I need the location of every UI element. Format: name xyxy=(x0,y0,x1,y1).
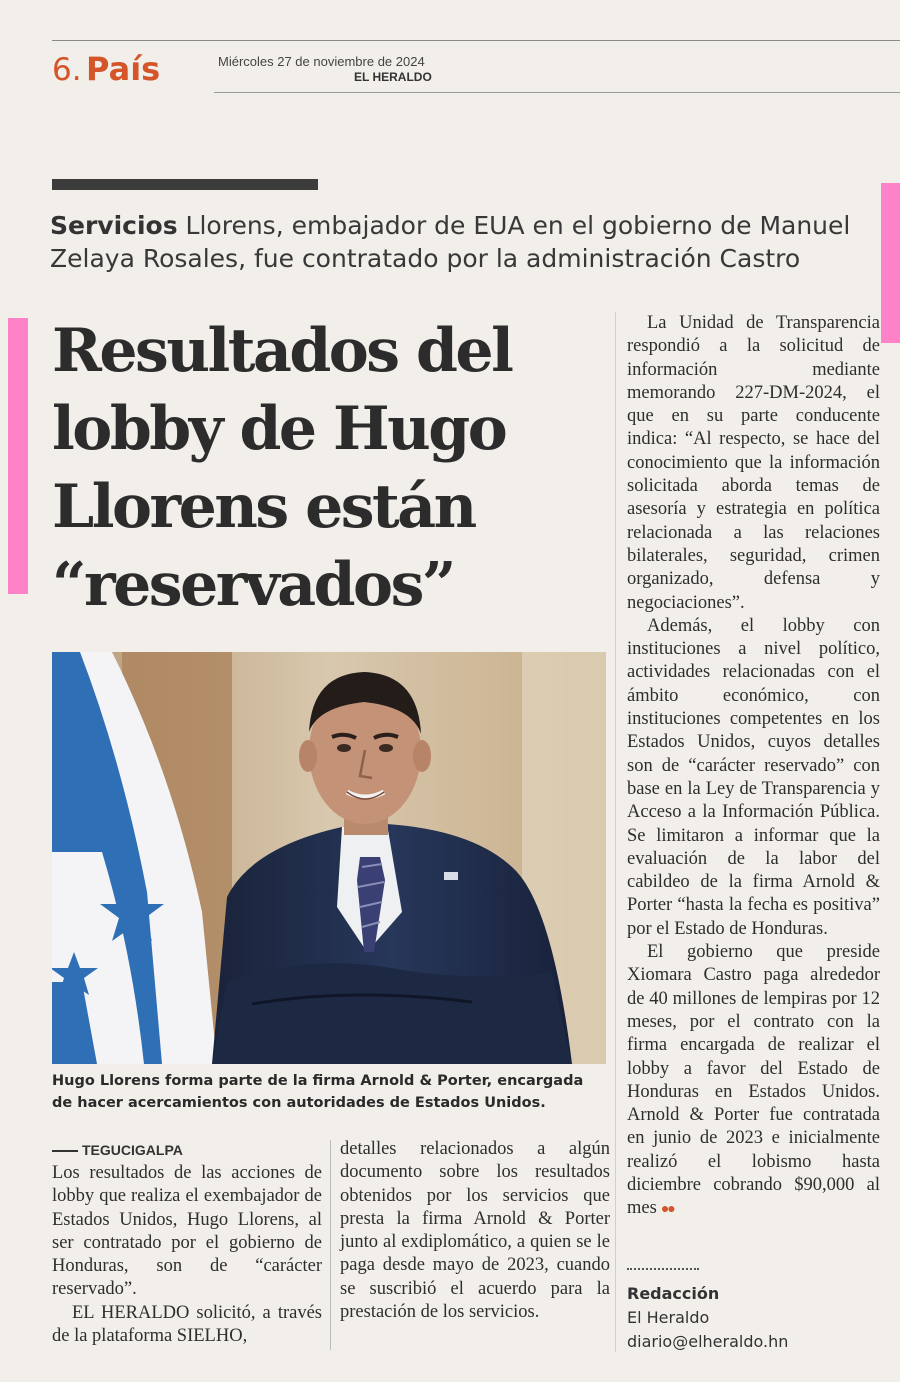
column-rule xyxy=(615,312,616,1352)
issue-date: Miércoles 27 de noviembre de 2024 xyxy=(218,54,425,69)
dateline xyxy=(52,1142,183,1158)
headline-line: Resultados del xyxy=(52,316,512,386)
paragraph: Los resultados de las acciones de lobby que realiza el exembajador de Estados Unidos, Hugo Llorens, al ser contratado por el gobierno de Honduras, son de “carácter reservado”. xyxy=(52,1163,322,1300)
end-mark: ●● xyxy=(660,1202,674,1218)
byline-outlet: El Heraldo xyxy=(627,1308,710,1327)
dateline-text: TEGUCIGALPA xyxy=(82,1142,183,1158)
headline-line: Llorens están xyxy=(52,472,475,542)
kicker-bar xyxy=(52,179,318,190)
paragraph: detalles relacionados a algún documento sobre los resultados obtenidos por los servicios que presta la firma Arnold & Porter junto al exdiplomático, a quien se le paga desde mayo de 2023, cuando se suscribió el acuerdo para la prestación de los servicios. xyxy=(340,1139,610,1323)
page-number: 6. xyxy=(52,52,82,88)
portrait-illustration xyxy=(52,652,606,1064)
article-column-2 xyxy=(340,1138,610,1324)
paragraph xyxy=(627,941,880,1222)
headline-line: “reservados” xyxy=(52,550,454,620)
section-name: País xyxy=(86,50,161,88)
photo-caption: Hugo Llorens forma parte de la firma Arnold & Porter, encargada de hacer acercamientos con autoridades de Estados Unidos. xyxy=(52,1073,584,1111)
paragraph: La Unidad de Transparencia respondió a la solicitud de información mediante memorando 227-DM-2024, el que en su parte conducente indica: “Al respecto, se hace del conocimiento que la información solicitada aborda temas de asesoría y estrategia en política relacionada a las relaciones bilaterales, seguridad, crimen organizado, defensa y negociaciones”. xyxy=(627,313,880,613)
kicker-text: Llorens, embajador de EUA en el gobierno de Manuel Zelaya Rosales, fue contratado por la administración Castro xyxy=(50,211,851,273)
paragraph: Además, el lobby con instituciones a nivel político, actividades relacionadas con el ámbito económico, con instituciones competentes en los Estados Unidos, cuyos detalles son de “carácter reservado” con base en la Ley de Transparencia y Acceso a la Información Pública. Se limitaron a informar que la evaluación de la labor del cabildeo de la firma Arnold & Porter “hasta la fecha es positiva” por el Estado de Honduras. xyxy=(627,615,880,939)
headline xyxy=(52,312,612,624)
newspaper-name: EL HERALDO xyxy=(354,70,432,84)
byline-email: diario@elheraldo.hn xyxy=(627,1332,789,1351)
kicker-label: Servicios xyxy=(50,211,178,240)
top-rule xyxy=(52,40,900,41)
highlighter-mark-left xyxy=(8,318,28,594)
highlighter-mark-right xyxy=(881,183,900,343)
dateline-bar xyxy=(52,1150,78,1152)
byline xyxy=(627,1282,788,1354)
article-column-1 xyxy=(52,1162,322,1348)
column-rule xyxy=(330,1140,331,1350)
byline-name: Redacción xyxy=(627,1284,720,1303)
byline-dotted-rule xyxy=(627,1268,699,1270)
headline-line: lobby de Hugo xyxy=(52,394,506,464)
portrait-photo xyxy=(52,652,606,1064)
kicker xyxy=(50,209,880,275)
article-column-3 xyxy=(627,312,880,1222)
header-rule xyxy=(214,92,900,93)
paragraph: EL HERALDO solicitó, a través de la plataforma SIELHO, xyxy=(52,1302,322,1347)
paragraph-text: El gobierno que preside Xiomara Castro paga alrededor de 40 millones de lempiras por 12 meses, por el contrato con la firma encargada de realizar el lobby a favor del Estado de Honduras en Estados Unidos. Arnold & Porter fue contratada en junio de 2023 e inicialmente realizó el lobismo hasta diciembre cobrando $90,000 al mes xyxy=(627,942,880,1219)
